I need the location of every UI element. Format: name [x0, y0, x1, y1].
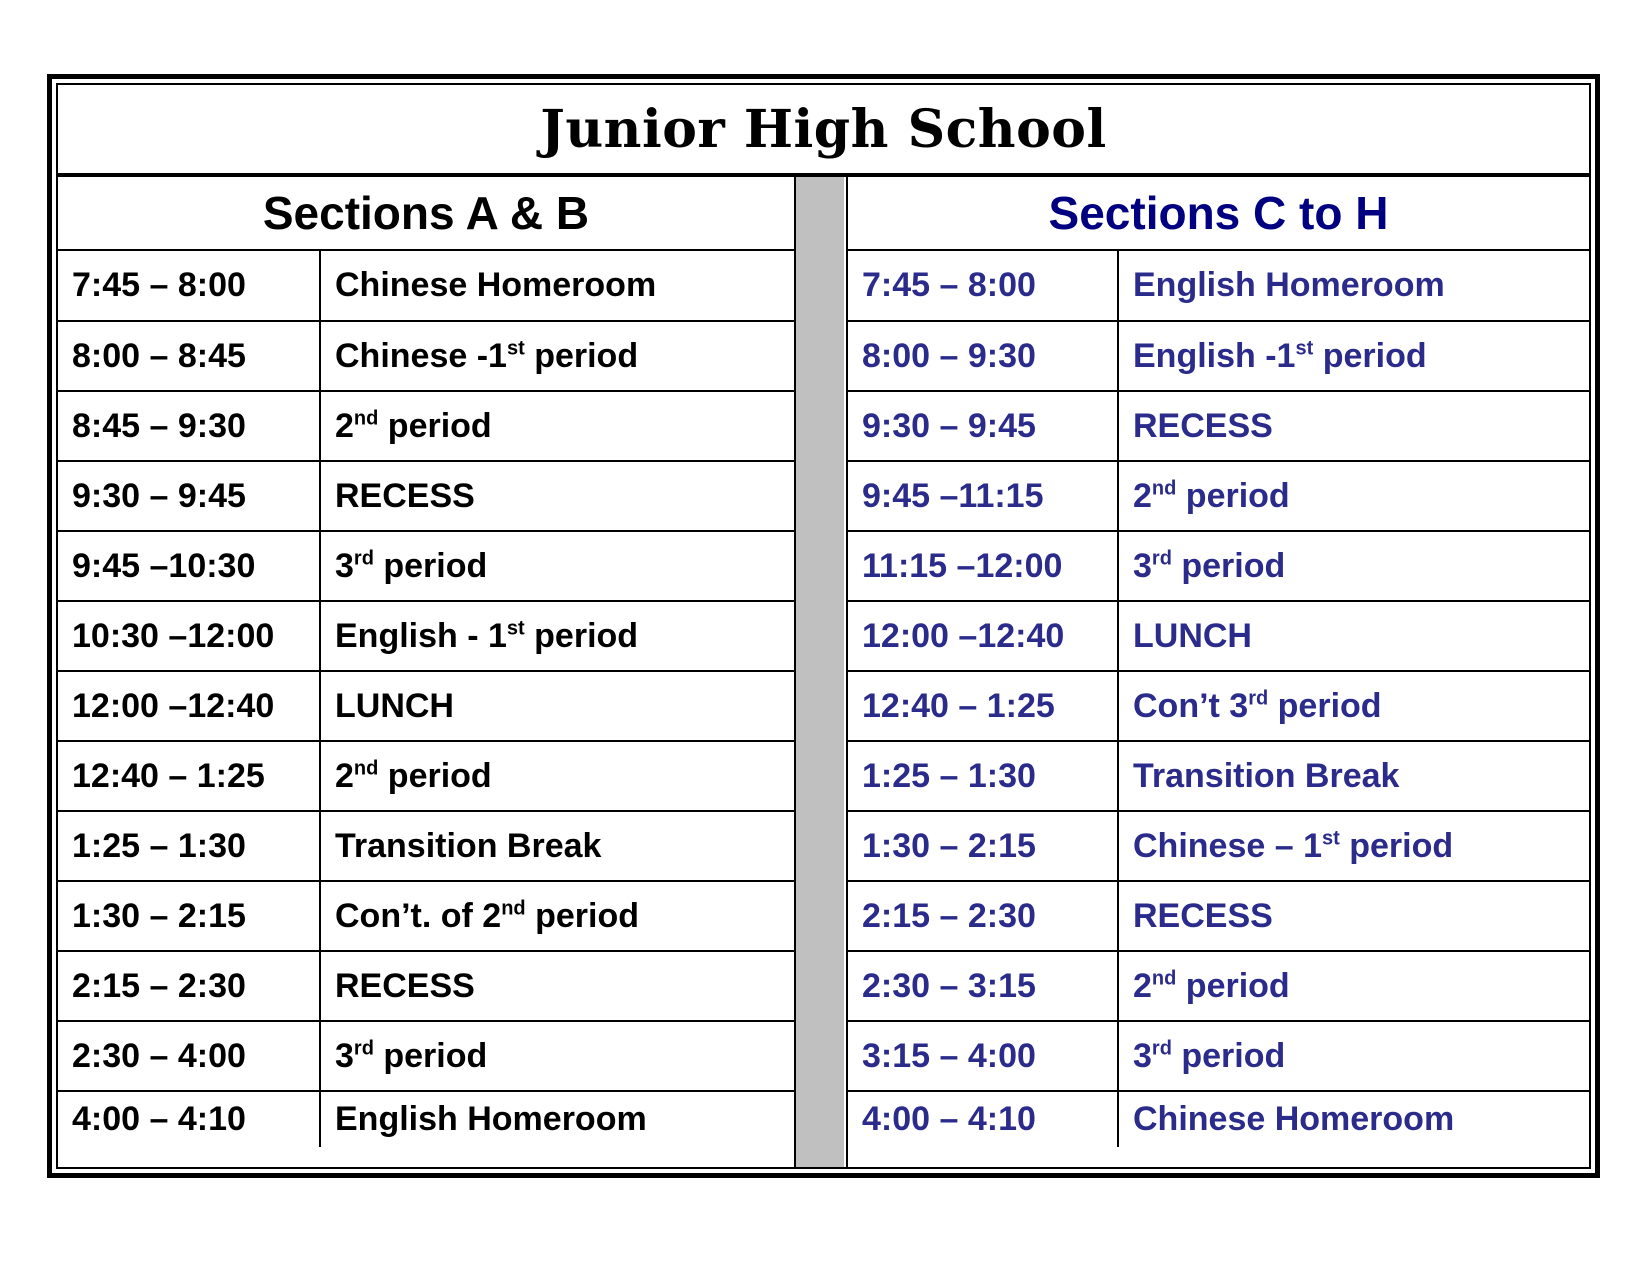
activity-cell — [1118, 391, 1589, 461]
table-row — [848, 1091, 1589, 1147]
activity-text: Con’t. of 2 — [335, 896, 502, 935]
time-cell: 1:30 – 2:15 — [848, 811, 1118, 881]
activity-text: English - 1 — [335, 616, 507, 655]
activity-text: 2 — [1133, 966, 1152, 1005]
activity-suffix-text: period — [373, 546, 488, 585]
activity-suffix-text: period — [524, 336, 639, 375]
activity-cell — [1118, 321, 1589, 391]
ordinal-suffix: nd — [353, 407, 379, 430]
activity-text: Transition Break — [335, 826, 602, 865]
time-cell: 1:25 – 1:30 — [58, 811, 320, 881]
time-cell: 12:40 – 1:25 — [848, 671, 1118, 741]
activity-cell — [1118, 951, 1589, 1021]
activity-cell — [1118, 1021, 1589, 1091]
activity-cell — [320, 251, 794, 321]
ordinal-suffix: nd — [1151, 967, 1177, 990]
activity-cell — [1118, 531, 1589, 601]
sections-c-h-table — [848, 251, 1589, 1147]
table-row — [848, 671, 1589, 741]
ordinal-suffix: st — [1321, 827, 1340, 850]
sections-c-h-heading: Sections C to H — [848, 177, 1589, 251]
time-cell: 8:00 – 8:45 — [58, 321, 320, 391]
time-cell: 2:30 – 4:00 — [58, 1021, 320, 1091]
activity-cell — [320, 1021, 794, 1091]
activity-cell — [320, 531, 794, 601]
page-title: Junior High School — [540, 98, 1107, 160]
activity-text: 3 — [335, 546, 354, 585]
activity-text: LUNCH — [335, 686, 454, 725]
activity-suffix-text: period — [1171, 1036, 1286, 1075]
activity-cell — [1118, 601, 1589, 671]
time-cell: 7:45 – 8:00 — [848, 251, 1118, 321]
activity-text: RECESS — [335, 476, 475, 515]
time-cell: 12:00 –12:40 — [848, 601, 1118, 671]
activity-text: RECESS — [1133, 896, 1273, 935]
activity-cell — [1118, 811, 1589, 881]
activity-text: RECESS — [1133, 406, 1273, 445]
activity-suffix-text: period — [373, 1036, 488, 1075]
ordinal-suffix: st — [506, 617, 525, 640]
activity-text: English Homeroom — [1133, 266, 1445, 304]
table-row — [58, 321, 794, 391]
table-row — [58, 811, 794, 881]
time-cell: 12:00 –12:40 — [58, 671, 320, 741]
time-cell: 3:15 – 4:00 — [848, 1021, 1118, 1091]
ordinal-suffix: rd — [1151, 547, 1172, 570]
activity-text: English Homeroom — [335, 1100, 647, 1138]
activity-cell — [320, 811, 794, 881]
sections-a-b-panel — [58, 177, 796, 1167]
activity-cell — [320, 391, 794, 461]
table-row — [848, 461, 1589, 531]
table-row — [58, 1091, 794, 1147]
activity-text: 2 — [335, 406, 354, 445]
table-row — [58, 1021, 794, 1091]
schedule-frame — [47, 74, 1600, 1178]
ordinal-suffix: rd — [353, 1037, 374, 1060]
table-row — [848, 251, 1589, 321]
column-divider — [796, 177, 844, 1167]
time-cell: 7:45 – 8:00 — [58, 251, 320, 321]
activity-suffix-text: period — [524, 616, 639, 655]
title-bar — [58, 85, 1589, 177]
activity-cell — [1118, 461, 1589, 531]
activity-suffix-text: period — [378, 756, 492, 795]
activity-text: Con’t 3 — [1133, 686, 1249, 725]
activity-cell — [320, 1091, 794, 1147]
activity-text: English -1 — [1133, 336, 1296, 375]
ordinal-suffix: st — [506, 337, 525, 360]
table-row — [848, 531, 1589, 601]
table-row — [58, 881, 794, 951]
activity-cell — [320, 881, 794, 951]
time-cell: 9:45 –11:15 — [848, 461, 1118, 531]
ordinal-suffix: st — [1295, 337, 1314, 360]
activity-cell — [1118, 251, 1589, 321]
ordinal-suffix: nd — [1151, 477, 1177, 500]
table-row — [848, 811, 1589, 881]
activity-suffix-text: period — [1176, 966, 1290, 1005]
time-cell: 2:30 – 3:15 — [848, 951, 1118, 1021]
activity-suffix-text: period — [525, 896, 639, 935]
time-cell: 2:15 – 2:30 — [848, 881, 1118, 951]
activity-cell — [320, 461, 794, 531]
activity-cell — [1118, 671, 1589, 741]
table-row — [848, 601, 1589, 671]
activity-text: 3 — [1133, 1036, 1152, 1075]
activity-cell — [320, 741, 794, 811]
activity-text: 2 — [335, 756, 354, 795]
sections-a-b-heading: Sections A & B — [58, 177, 794, 251]
time-cell: 11:15 –12:00 — [848, 531, 1118, 601]
table-row — [848, 1021, 1589, 1091]
activity-cell — [320, 671, 794, 741]
table-row — [848, 951, 1589, 1021]
ordinal-suffix: nd — [501, 897, 526, 920]
activity-text: LUNCH — [1133, 616, 1252, 655]
schedule-inner-border — [56, 83, 1591, 1169]
activity-suffix-text: period — [1171, 546, 1286, 585]
table-row — [848, 881, 1589, 951]
activity-cell — [1118, 881, 1589, 951]
activity-suffix-text: period — [378, 406, 492, 445]
time-cell: 4:00 – 4:10 — [848, 1091, 1118, 1147]
table-row — [848, 321, 1589, 391]
time-cell: 1:25 – 1:30 — [848, 741, 1118, 811]
activity-text: Chinese Homeroom — [1133, 1100, 1455, 1138]
activity-cell — [1118, 741, 1589, 811]
time-cell: 2:15 – 2:30 — [58, 951, 320, 1021]
activity-cell — [320, 601, 794, 671]
activity-text: Transition Break — [1133, 756, 1400, 795]
ordinal-suffix: rd — [353, 547, 374, 570]
activity-cell — [320, 951, 794, 1021]
time-cell: 1:30 – 2:15 — [58, 881, 320, 951]
activity-text: 3 — [1133, 546, 1152, 585]
activity-suffix-text: period — [1176, 476, 1290, 515]
sections-c-h-panel — [846, 177, 1589, 1167]
ordinal-suffix: nd — [353, 757, 379, 780]
activity-text: 2 — [1133, 476, 1152, 515]
table-row — [848, 391, 1589, 461]
activity-cell — [320, 321, 794, 391]
activity-suffix-text: period — [1339, 826, 1454, 865]
table-row — [58, 741, 794, 811]
time-cell: 10:30 –12:00 — [58, 601, 320, 671]
table-row — [58, 391, 794, 461]
table-row — [58, 531, 794, 601]
activity-text: Chinese – 1 — [1133, 826, 1322, 865]
table-row — [58, 671, 794, 741]
activity-suffix-text: period — [1313, 336, 1427, 375]
time-cell: 8:00 – 9:30 — [848, 321, 1118, 391]
table-row — [848, 741, 1589, 811]
activity-text: Chinese -1 — [335, 336, 507, 375]
table-row — [58, 461, 794, 531]
activity-cell — [1118, 1091, 1589, 1147]
activity-text: 3 — [335, 1036, 354, 1075]
ordinal-suffix: rd — [1151, 1037, 1172, 1060]
time-cell: 8:45 – 9:30 — [58, 391, 320, 461]
time-cell: 9:30 – 9:45 — [58, 461, 320, 531]
activity-suffix-text: period — [1268, 686, 1382, 725]
time-cell: 12:40 – 1:25 — [58, 741, 320, 811]
sections-a-b-table — [58, 251, 794, 1147]
activity-text: Chinese Homeroom — [335, 266, 657, 304]
time-cell: 4:00 – 4:10 — [58, 1091, 320, 1147]
table-row — [58, 601, 794, 671]
time-cell: 9:30 – 9:45 — [848, 391, 1118, 461]
ordinal-suffix: rd — [1248, 687, 1269, 710]
activity-text: RECESS — [335, 966, 475, 1005]
table-row — [58, 951, 794, 1021]
time-cell: 9:45 –10:30 — [58, 531, 320, 601]
table-row — [58, 251, 794, 321]
